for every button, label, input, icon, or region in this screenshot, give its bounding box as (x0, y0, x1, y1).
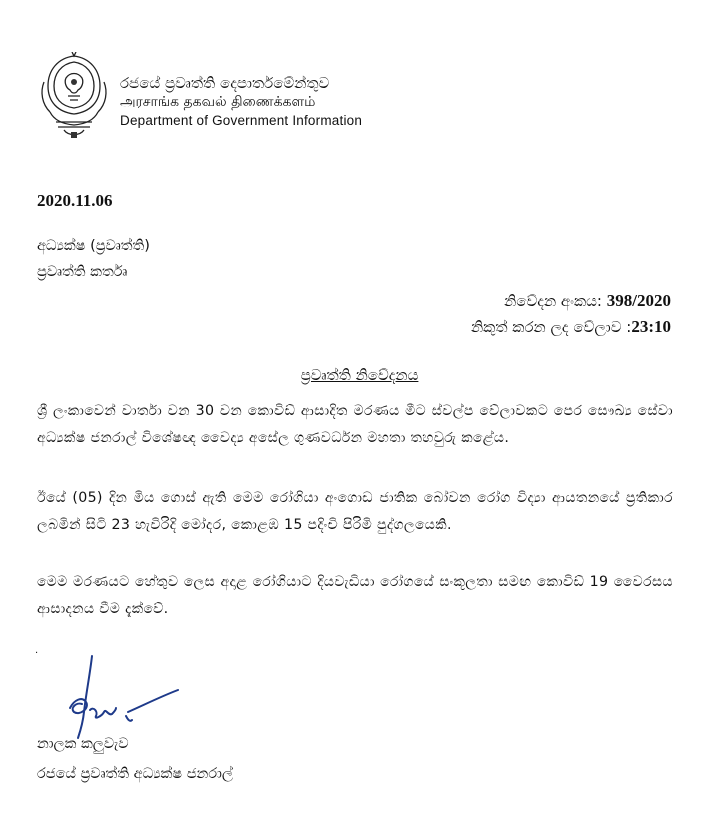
addressee-line-2: ප්‍රවෘත්ති කර්තෘ (37, 264, 128, 280)
paragraph-3: මෙම මරණයට හේතුව ලෙස අදාළ රෝගියාට දියවැඩියා රෝගයේ සංකූලතා සමඟ කොවිඩ් 19 වෛරසය ආසාදනය වීම දැක්වේ. (37, 574, 673, 617)
release-number-label: නිවේදන අංකය: (504, 292, 602, 310)
paragraph-2: ඊයේ (05) දින මිය ගොස් ඇති මෙම රෝගියා අංගොඩ ජාතික බෝවන රෝග විද්‍යා ආයතනයේ ප්‍රතිකාර ලබමින් සිටි 23 හැවිරිදි මෝදර, කොළඹ 15 පදිංචි පිරිමි පුද්ගලයෙකි. (37, 490, 673, 533)
release-heading: ප්‍රවෘත්ති නිවේදනය (300, 366, 419, 384)
release-time-label: නිකුත් කරන ලද වේලාව : (470, 318, 632, 336)
release-time (471, 317, 671, 337)
document-date: 2020.11.06 (37, 191, 113, 210)
signer-title: රජයේ ප්‍රවෘත්ති අධ්‍යක්ෂ ජනරාල් (37, 766, 233, 782)
release-number (504, 291, 671, 311)
sri-lanka-emblem-icon (36, 52, 112, 142)
signer-name: නාලක කලුවැව (37, 736, 129, 752)
release-number-value: 398/2020 (606, 291, 671, 310)
paragraph-1: ශ්‍රී ලංකාවෙන් වාර්තා වන 30 වන කොවිඩ් ආසාදිත මරණය මීට ස්වල්ප වේලාවකට පෙර සෞඛ්‍ය සේවා අධ්‍යක්ෂ ජනරාල් විශේෂඥ වෛද්‍ය අසේල ගුණවර්ධන මහතා තහවුරු කළේය. (37, 403, 673, 446)
stray-mark: · (35, 648, 39, 659)
addressee-line-1: අධ්‍යක්ෂ (ප්‍රවෘත්ති) (37, 238, 150, 254)
release-time-value: 23:10 (631, 317, 671, 336)
letterhead-tamil: அரசாங்க தகவல் திணைக்களம் (120, 94, 316, 110)
letterhead-english: Department of Government Information (120, 113, 363, 128)
letterhead-sinhala: රජයේ ප්‍රවෘත්ති දෙපාර්තමේන්තුව (120, 74, 330, 92)
